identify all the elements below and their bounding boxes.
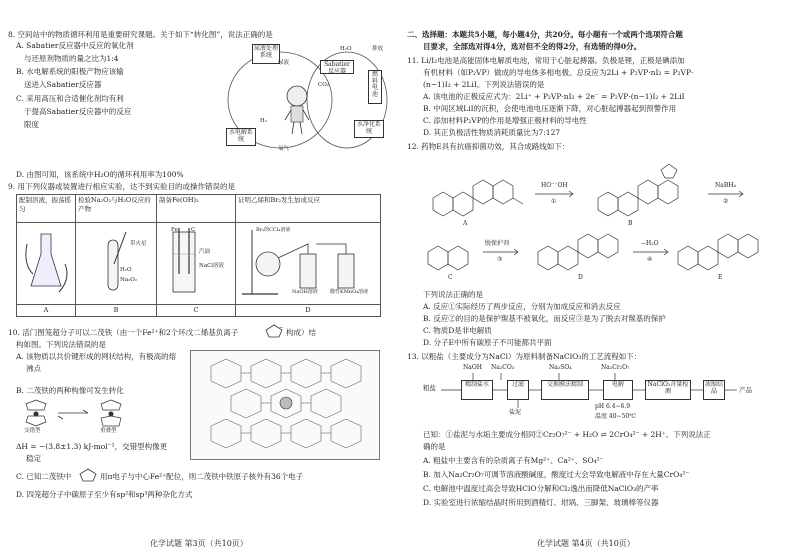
q9-letter-a: A	[17, 305, 76, 317]
label-h2o: H₂O	[340, 46, 352, 52]
step-1-marker: ①	[551, 198, 557, 205]
flow-box-membrane: 交换膜法精制	[541, 380, 589, 400]
q10-line-1b: 构成）结	[286, 328, 316, 337]
q8-option-b-cont: 送进入Sabatier反应器	[24, 80, 102, 90]
q10-option-b: B. 二茂铁的两种构像可发生转化	[16, 386, 124, 395]
label-compound-a: A	[463, 220, 468, 227]
q12-option-a: A. 反应①实际经历了两步反应，分别为加成反应和消去反应	[423, 302, 621, 311]
q8-option-c-cont2: 限度	[24, 119, 39, 129]
label-compound-e: E	[718, 274, 723, 281]
flow-raw-salt: 粗盐	[423, 384, 436, 392]
q10-option-a-cont: 沸点	[26, 364, 41, 373]
flow-reagent-na2cr2o7: Na₂Cr₂O₇	[601, 364, 630, 371]
cage-structure-icon	[191, 351, 381, 461]
label-b-splint: 带火星	[130, 241, 147, 247]
q8-option-b: B. 水电解系统的阳极产物应该输	[16, 67, 124, 77]
q13-known-1: 已知：①盐泥与水垢主要成分相同②Cr₂O₇²⁻ + H₂O ⇌ 2CrO₄²⁻ + 2H⁺。下列说法正	[423, 430, 711, 439]
label-d-kmno4: 酸性KMnO₄溶液	[330, 289, 369, 295]
step-4-marker: ④	[647, 256, 653, 263]
q9-image-a	[17, 223, 76, 305]
reagent-nabh4: NaBH₄	[715, 182, 736, 189]
q11-stem-3: (n−1)I₂ + 2LiI。下列说法错误的是	[423, 80, 545, 89]
label-d-naoh: NaOH溶液	[292, 289, 318, 295]
q9-image-c	[157, 223, 236, 305]
step-2-marker: ②	[723, 198, 729, 205]
q9-image-d	[236, 223, 381, 305]
flow-product: 产品	[739, 386, 752, 394]
cage-supramolecule-figure	[190, 350, 380, 460]
q10-option-d: D. 四笼超分子中碳原子至少有sp²和sp³两种杂化方式	[16, 490, 193, 499]
step-3-marker: ③	[497, 256, 503, 263]
sabatier-reactor-box: Sabatier反应器	[320, 60, 354, 74]
reagent-dehydrate: −H₂O	[641, 240, 659, 247]
q9-letter-c: C	[157, 305, 236, 317]
q9-header-b: 检验Na₂O₂与H₂O反应的产物	[76, 195, 157, 223]
synthesis-structures	[423, 154, 783, 284]
q8-options	[16, 41, 221, 133]
label-h2: H₂	[260, 118, 268, 124]
q13-option-d: D. 实验室进行浓缩结晶时所用到酒精灯、坩埚、三脚架、玻璃棒等仪器	[423, 498, 659, 507]
q8-option-a-cont: 与还原剂物质的量之比为1:4	[24, 54, 119, 64]
q11-option-c: C. 添加材料P₂VP的作用是增强正极材料的导电性	[423, 116, 587, 125]
flow-reagent-na2so4: Na₂SO₄	[549, 364, 572, 371]
ferrocene-conformer-icon	[16, 398, 166, 428]
label-compound-c: C	[448, 274, 453, 281]
q11-option-d: D. 其正负极活性物质消耗质量比为7:127	[423, 128, 561, 137]
q11-stem-1: 11. Li/I₂电池是高能固体电解质电池，常用于心脏起搏器。负极是锂，正极是碘添加	[407, 56, 685, 65]
q13-stem: 13. 以粗盐（主要成分为NaCl）为原料制备NaClO₃的工艺流程如下：	[407, 352, 642, 361]
flow-byproduct-mud: 盐泥	[509, 409, 522, 416]
q13-option-b: B. 加入Na₂Cr₂O₇可调节溶液酸碱度，酸度过大会导致电解液中存在大量CrO₄²⁻	[423, 470, 690, 479]
reagent-glycol: HO⁻⁻OH	[541, 182, 568, 189]
flow-box-brine: 精制盐水	[461, 380, 493, 400]
section-header-1: 二、选择题：本题共5小题，每小题4分，共20分。每小题有一个或两个选项符合题	[407, 30, 683, 39]
q10-line-2: 构如图。下列说法错误的是	[16, 340, 106, 349]
water-purifier-box: 水净化系统	[354, 120, 384, 138]
label-staggered: 交错型	[24, 428, 41, 434]
reagent-deprotect: 脱保护剂	[485, 240, 510, 247]
label-c-gasoline: 汽油	[199, 249, 211, 255]
q8-option-c-cont: 于提高Sabatier反应器中的反应	[24, 106, 132, 116]
label-compound-d: D	[578, 274, 583, 281]
q8-stem: 8. 空间站中的物质循环利用是重要研究课题。关于如下“转化图”，说法正确的是	[8, 30, 273, 39]
test-tube-icon	[78, 224, 154, 300]
q11-option-b: B. 中间区域LiI的沉积，会使电池电压逐渐下降，对心脏起搏器起到预警作用	[423, 104, 677, 113]
flow-box-electrolysis: 电解	[603, 380, 633, 400]
q10-option-c: C. 已知二茂铁中	[16, 472, 72, 481]
q12-synthesis-route	[423, 154, 783, 284]
section-header-2: 目要求，全部选对得4分，选对但不全的得2分，有选错的得0分。	[423, 42, 642, 51]
q9-stem: 9. 用下列仪器或装置进行相应实验，达不到实验目的或操作错误的是	[8, 182, 236, 191]
electrolysis-box: 水电解系统	[226, 128, 256, 146]
q9-experiment-table	[16, 194, 381, 317]
flow-condition-ph: pH 6.4∼6.9	[595, 403, 631, 410]
label-d-br2: Br₂的CCl₄溶液	[256, 227, 291, 233]
cyclopentadienyl-icon-small	[78, 468, 98, 482]
flow-box-crystallize: 浓缩结晶	[703, 380, 725, 400]
flow-box-assay: NaClO₃含量检测	[645, 380, 691, 400]
label-oxygen: 氧气	[278, 146, 290, 152]
flow-box-filter: 过滤	[507, 380, 529, 400]
flow-reagent-naoh: NaOH	[463, 364, 482, 371]
label-compound-b: B	[628, 220, 633, 227]
q9-letter-b: B	[76, 305, 157, 317]
q11-stem-2: 有机材料（如P₂VP）做成的导电体多相电极。总反应为2Li + P₂VP·nI₂ = P₂VP·	[423, 68, 694, 77]
label-eclipsed: 重叠型	[100, 428, 117, 434]
label-b-na2o2: Na₂O₂	[120, 277, 138, 283]
q9-image-b	[76, 223, 157, 305]
q13-option-c: C. 电解池中温度过高会导致HClO分解和Cl₂逸出而降低NaClO₃的产率	[423, 484, 659, 493]
label-exhaust: 排放	[372, 46, 384, 52]
q10-option-a: A. 该物质以共价键形成的网状结构，有极高的熔	[16, 352, 177, 361]
q9-header-d: 证明乙烯和Br₂发生加成反应	[236, 195, 381, 223]
q9-letter-d: D	[236, 305, 381, 317]
label-co2: CO₂	[318, 82, 329, 88]
q8-option-d: D. 由图可知，该系统中H₂O的循环利用率为100%	[16, 170, 184, 179]
footer-page-4: 化学试题 第4页（共10页）	[537, 539, 635, 549]
q8-option-a: A. Sabatier反应器中反应的氧化剂	[16, 41, 134, 50]
flow-reagent-na2co3: Na₂CO₃	[491, 364, 515, 371]
label-b-h2o: H₂O	[120, 267, 132, 273]
q13-known-2: 确的是	[423, 442, 446, 451]
q12-prompt: 下列说法正确的是	[423, 290, 483, 299]
q10-option-b-cont: ΔH = −(3.8±1.3) kJ·mol⁻¹，交错型构像更	[16, 442, 168, 451]
q12-option-c: C. 物质D是非电解质	[423, 326, 492, 335]
q11-option-a: A. 该电池的正极反应式为：2Li⁺ + P₂VP·nI₂ + 2e⁻ = P₂VP·(n−1)I₂ + 2LiI	[423, 92, 685, 101]
flow-condition-temp: 温度 40∼50℃	[595, 413, 636, 420]
q12-option-d: D. 分子E中所有碳原子不可能都共平面	[423, 338, 552, 347]
q9-header-c: 制备Fe(OH)₂	[157, 195, 236, 223]
q10-option-b-cont2: 稳定	[26, 454, 41, 463]
label-urine: 尿液	[278, 60, 290, 66]
label-c-nacl: NaCl溶液	[199, 263, 225, 269]
label-c-c: C	[191, 227, 196, 233]
shaking-flask-icon	[19, 224, 73, 300]
q8-cycle-diagram	[222, 40, 392, 158]
q13-option-a: A. 粗盐中主要含有的杂质离子有Mg²⁺、Ca²⁺、SO₄²⁻	[423, 456, 604, 465]
footer-page-3: 化学试题 第3页（共10页）	[150, 539, 248, 549]
label-c-fe: Fe	[171, 227, 178, 233]
q10-option-c-cont: 用π电子与中心Fe²⁺配位，则二茂铁中铁原子核外有36个电子	[100, 472, 304, 481]
cyclopentadienyl-icon	[264, 324, 284, 338]
q9-header-a: 配制溶液，振荡摇匀	[17, 195, 76, 223]
ferrocene-conformers	[16, 398, 166, 436]
q13-process-flow	[423, 364, 763, 426]
q12-stem: 12. 药物E具有抗癌抑菌功效，其合成路线如下：	[407, 142, 570, 151]
electrolysis-tube-icon	[159, 224, 233, 300]
svg-text:−: −	[279, 325, 284, 331]
fuel-cell-box: 燃料电池	[368, 70, 382, 104]
exam-page-4	[397, 0, 794, 558]
q12-option-b: B. 反应②的目的是保护羰基不被氧化，而反应③是为了脱去对羰基的保护	[423, 314, 666, 323]
q10-line-1: 10. 活门图笼超分子可以二茂铁（由一个Fe²⁺和2个环戊二烯基负离子	[8, 328, 239, 337]
urine-system-box: 尿液处理系统	[252, 44, 280, 64]
q8-option-c: C. 采用高压和合适催化剂均有利	[16, 93, 124, 103]
